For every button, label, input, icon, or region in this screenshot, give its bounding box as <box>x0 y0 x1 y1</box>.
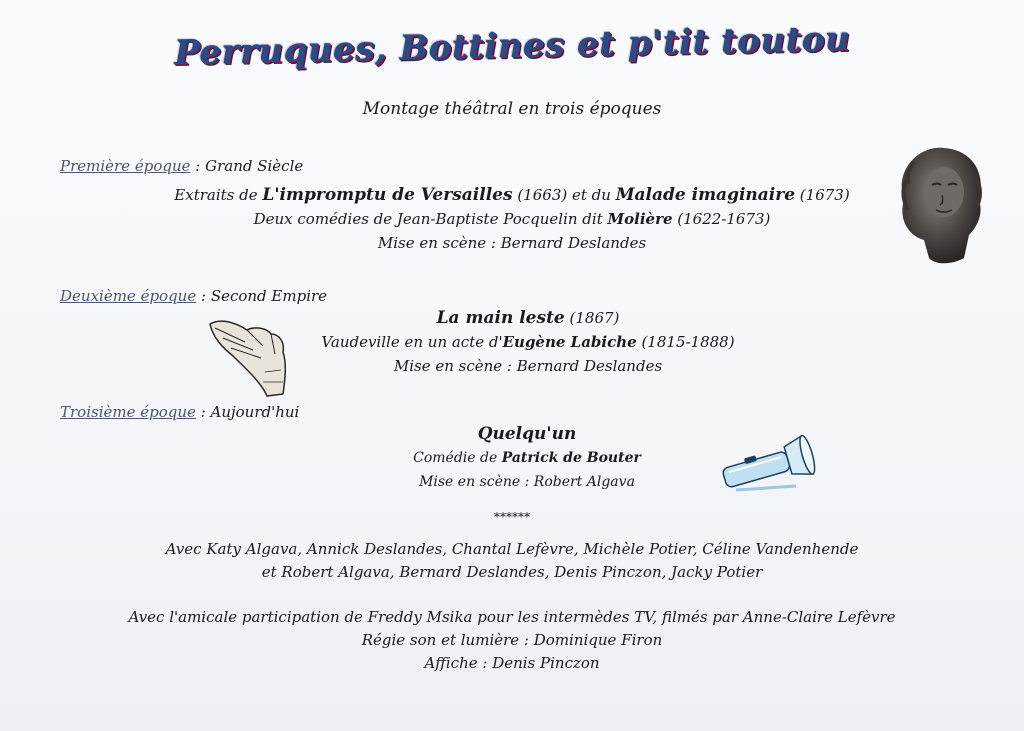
epoque-3-line3: Mise en scène : Robert Algava <box>419 474 635 490</box>
epoque-3-name: Aujourd'hui <box>210 403 300 421</box>
work-title: L'impromptu de Versailles <box>262 185 513 205</box>
author-name: Molière <box>607 210 673 228</box>
cast-block <box>0 538 1024 584</box>
hand-icon <box>205 312 295 402</box>
author-name: Eugène Labiche <box>502 333 637 351</box>
epoque-1-block <box>0 183 1024 255</box>
cast-line-1: Avec Katy Algava, Annick Deslandes, Chantal Lefèvre, Michèle Potier, Céline Vandenhende <box>165 540 859 558</box>
epoque-3-line1 <box>0 422 1024 446</box>
epoque-3-block <box>0 422 1024 494</box>
participation-line: Avec l'amicale participation de Freddy Msika pour les intermèdes TV, filmés par Anne-Claire Lefèvre <box>128 608 896 626</box>
epoque-2-block <box>0 306 1024 378</box>
work-title: Quelqu'un <box>477 424 577 444</box>
epoque-1-heading: Première époque : Grand Siècle <box>60 157 304 175</box>
flashlight-icon <box>716 428 820 498</box>
epoque-1-label: Première époque <box>60 157 191 175</box>
epoque-2-line2: Vaudeville en un acte d'Eugène Labiche (1815-1888) <box>321 333 735 351</box>
separator: ****** <box>494 510 530 524</box>
work-title: Malade imaginaire <box>615 185 796 205</box>
epoque-1-line3: Mise en scène : Bernard Deslandes <box>377 234 647 252</box>
epoque-3-line2: Comédie de Patrick de Bouter <box>413 450 641 466</box>
regie-line: Régie son et lumière : Dominique Firon <box>361 631 663 649</box>
affiche-line: Affiche : Denis Pinczon <box>424 654 600 672</box>
epoque-2-heading: Deuxième époque : Second Empire <box>60 287 328 305</box>
credits-block <box>0 606 1024 675</box>
epoque-2-label: Deuxième époque <box>60 287 197 305</box>
epoque-3-heading: Troisième époque : Aujourd'hui <box>60 403 300 421</box>
moliere-bust-icon <box>884 140 994 270</box>
epoque-3-label: Troisième époque <box>60 403 196 421</box>
work-title: La main leste <box>436 308 565 328</box>
epoque-2-name: Second Empire <box>210 287 328 305</box>
epoque-1-name: Grand Siècle <box>205 157 304 175</box>
subtitle: Montage théâtral en trois époques <box>362 99 662 119</box>
page-title: Perruques, Bottines et p'tit toutou <box>173 18 851 74</box>
epoque-2-line3: Mise en scène : Bernard Deslandes <box>393 357 663 375</box>
author-name: Patrick de Bouter <box>501 450 641 466</box>
epoque-1-line2: Deux comédies de Jean-Baptiste Pocquelin dit Molière (1622-1673) <box>253 210 771 228</box>
cast-line-2: et Robert Algava, Bernard Deslandes, Denis Pinczon, Jacky Potier <box>261 563 763 581</box>
epoque-1-line1: Extraits de L'impromptu de Versailles (1663) et du Malade imaginaire (1673) <box>174 185 850 205</box>
epoque-2-line1: La main leste (1867) <box>436 308 620 328</box>
